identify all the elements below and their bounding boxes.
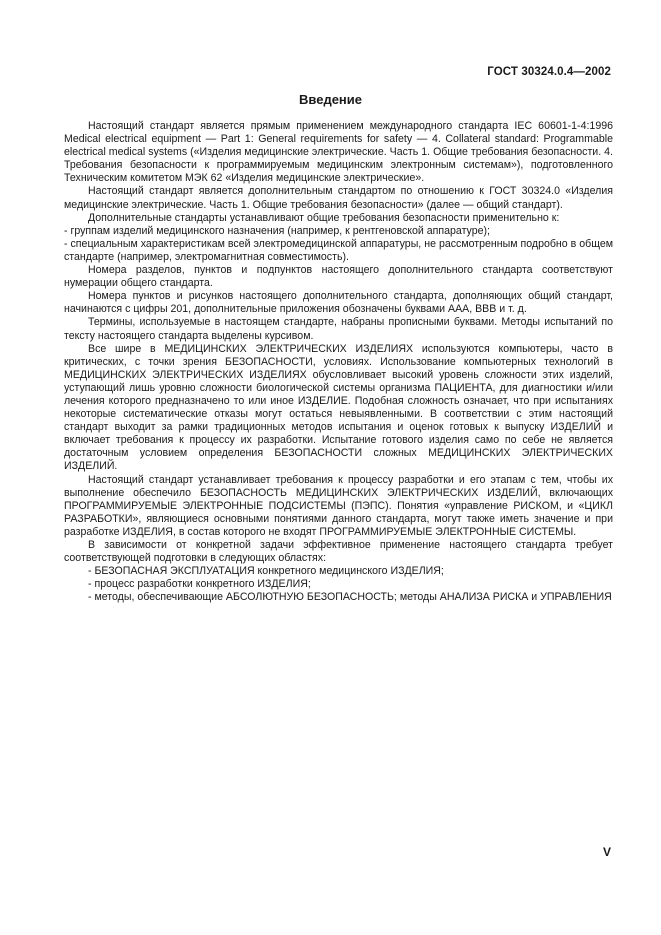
- paragraph: Номера пунктов и рисунков настоящего дополнительного стандарта, дополняющих общий стандарт, начинаются с цифры 201, дополнительные приложения обозначены буквами ААА, ВВВ и т. д.: [64, 290, 613, 316]
- document-header: ГОСТ 30324.0.4—2002: [487, 66, 611, 78]
- list-item: - специальным характеристикам всей электромедицинской аппаратуры, не рассмотренным подробно в общем стандарте (например, электромагнитная совместимость).: [64, 237, 613, 263]
- paragraph: Настоящий стандарт устанавливает требования к процессу разработки и его этапам с тем, чтобы их выполнение обеспечило БЕЗОПАСНОСТЬ МЕДИЦИНСКИХ ЭЛЕКТРИЧЕСКИХ ИЗДЕЛИЙ, включающих ПРОГРАММИРУЕМЫЕ ЭЛЕКТРОННЫЕ ПОДСИСТЕМЫ (ПЭПС). Понятия «управление РИСКОМ, и «ЦИКЛ РАЗРАБОТКИ», являющиеся основными понятиями данного стандарта, могут также иметь значение и при разработке ИЗДЕЛИЯ, в состав которого не входят ПРОГРАММИРУЕМЫЕ ЭЛЕКТРОННЫЕ СИСТЕМЫ.: [64, 473, 613, 538]
- body-text: [64, 120, 613, 604]
- section-title: Введение: [299, 92, 362, 107]
- paragraph: Номера разделов, пунктов и подпунктов настоящего дополнительного стандарта соответствуют нумерации общего стандарта.: [64, 264, 613, 290]
- paragraph: В зависимости от конкретной задачи эффективное применение настоящего стандарта требует соответствующей подготовки в следующих областях:: [64, 539, 613, 565]
- list-item: - БЕЗОПАСНАЯ ЭКСПЛУАТАЦИЯ конкретного медицинского ИЗДЕЛИЯ;: [88, 565, 444, 578]
- paragraph: Термины, используемые в настоящем стандарте, набраны прописными буквами. Методы испытаний по тексту настоящего стандарта выделены курсивом.: [64, 316, 613, 342]
- list-item: - группам изделий медицинского назначения (например, к рентгеновской аппаратуре);: [64, 224, 490, 237]
- paragraph: Настоящий стандарт является прямым применением международного стандарта IEC 60601-1-4:1996 Medical electrical equipment — Part 1: General requirements for safety — 4. Collateral standard: Programmable electrical medical systems («Изделия медицинские электрические. Часть 1. Общие требования безопасности. 4. Требования безопасности к программируемым медицинским электронным системам»), подготовленного Техническим комитетом МЭК 62 «Изделия медицинские электрические».: [64, 120, 613, 185]
- list-item: - процесс разработки конкретного ИЗДЕЛИЯ;: [88, 578, 311, 591]
- paragraph: Дополнительные стандарты устанавливают общие требования безопасности применительно к:: [88, 211, 560, 224]
- page-number: V: [602, 845, 611, 859]
- paragraph: Все шире в МЕДИЦИНСКИХ ЭЛЕКТРИЧЕСКИХ ИЗДЕЛИЯХ используются компьютеры, часто в критических, с точки зрения БЕЗОПАСНОСТИ, условиях. Использование компьютерных технологий в МЕДИЦИНСКИХ ЭЛЕКТРИЧЕСКИХ ИЗДЕЛИЯХ обусловливает высокий уровень сложности этих изделий, уступающий лишь уровню сложности биологической системы организма ПАЦИЕНТА, для диагностики и/или лечения которого предназначено то или иное ИЗДЕЛИЕ. Подобная сложность означает, что при испытаниях некоторые систематические отказы могут остаться невыявленными. В соответствии с этим настоящий стандарт выходит за рамки традиционных методов испытания и оценок готовых к выпуску ИЗДЕЛИЙ и включает требования к процессу их разработки. Испытание готового изделия само по себе не является достаточным условием определения БЕЗОПАСНОСТИ сложных МЕДИЦИНСКИХ ЭЛЕКТРИЧЕСКИХ ИЗДЕЛИЙ.: [64, 342, 613, 473]
- list-item: - методы, обеспечивающие АБСОЛЮТНУЮ БЕЗОПАСНОСТЬ; методы АНАЛИЗА РИСКА и УПРАВЛЕНИЯ: [88, 591, 612, 604]
- paragraph: Настоящий стандарт является дополнительным стандартом по отношению к ГОСТ 30324.0 «Изделия медицинские электрические. Часть 1. Общие требования безопасности» (далее — общий стандарт).: [64, 185, 613, 211]
